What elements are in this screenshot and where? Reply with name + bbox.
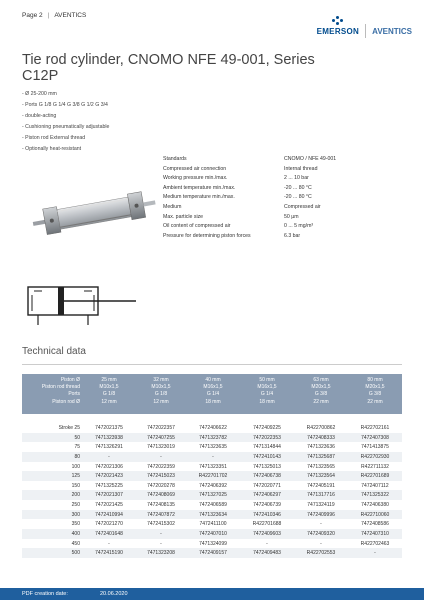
header-cell: 63 mm [313,377,329,383]
header-cell: G 1/4 [206,391,220,398]
spec-value: -20 ... 80 °C [284,194,312,201]
feature-list [22,89,109,154]
table-row [22,539,402,549]
header-cell: M20x1,5 [365,384,385,391]
header-column [242,377,292,406]
part-number-cell: 7472410994 [95,511,123,518]
stroke-cell: 100 [71,463,80,470]
stroke-cell: 250 [71,502,80,509]
header-cell: M20x1,5 [311,384,331,391]
spec-row [163,232,404,242]
part-number-cell: 7472406738 [253,473,281,480]
stroke-cell: 50 [74,434,80,441]
part-number-cell: 7472022357 [147,425,175,431]
brand-logo [317,14,412,38]
spec-row [163,213,404,223]
part-number-cell: 7472020278 [147,482,175,489]
table-row [22,471,402,481]
spec-value: -20 ... 80 °C [284,184,312,191]
technical-table-body [22,423,402,558]
part-number-cell: - [160,540,162,547]
spec-row [163,203,404,213]
spec-label: Compressed air connection [163,165,227,172]
part-number-cell: 7472022359 [147,463,175,470]
emerson-logo [317,16,360,36]
part-number-cell: 7471314844 [253,444,281,451]
part-number-cell: R422710060 [360,511,390,518]
stroke-cell: 80 [74,453,80,460]
spec-value: 50 µm [284,213,299,220]
part-number-cell: 7472409603 [253,531,281,538]
spec-value: 2 ... 10 bar [284,175,309,182]
part-number-cell: - [374,550,376,557]
part-number-cell: 7472407112 [361,482,389,489]
technical-table-header [22,374,402,414]
part-number-cell: 7471323938 [95,434,123,441]
part-number-cell: - [266,540,268,547]
part-number-cell: 7471323208 [147,550,175,557]
part-number-cell: 7471323635 [199,444,227,451]
part-number-cell: 7471325687 [307,453,335,460]
part-number-cell: 7472406622 [199,425,227,431]
header-cell: M16x1,5 [203,384,223,391]
page-number: Page 2 [22,12,43,19]
part-number-cell: R422702553 [306,550,336,557]
section-divider [22,364,402,365]
part-number-cell: 7472407255 [147,434,175,441]
part-number-cell: 7472021425 [95,502,123,509]
part-number-cell: 7471323636 [307,444,335,451]
part-number-cell: 7472407010 [199,531,227,538]
feature-item: - Ø 25-200 mm [22,91,57,97]
part-number-cell: 7471323351 [199,463,227,470]
part-number-cell: 7472411100 [199,521,227,528]
table-row [22,490,402,500]
feature-item: - Cushioning pneumatically adjustable [22,123,110,130]
spec-label: Max. particle size [163,213,204,220]
stroke-cell: 200 [71,492,80,499]
part-number-cell: - [160,453,162,460]
footer-date: 20.06.2020 [100,591,128,597]
table-row [22,529,402,539]
part-number-cell: 7471323019 [147,444,175,451]
table-row [22,481,402,491]
spec-label: Oil content of compressed air [163,223,231,230]
part-number-cell: 7472021423 [95,473,123,480]
part-number-cell: 7472409157 [199,550,227,557]
spec-row [163,184,404,194]
header-cell: M16x1,5 [257,384,277,391]
part-number-cell: 7471325322 [361,492,389,499]
stroke-cell: 400 [71,531,80,538]
page-header [22,12,86,19]
feature-item: - Ports G 1/8 G 1/4 G 3/8 G 1/2 G 3/4 [22,101,108,108]
header-cell: 18 mm [259,398,275,405]
emerson-wordmark: EMERSON [316,27,360,36]
spec-label: Ambient temperature min./max. [163,184,236,191]
header-cell: 25 mm [101,377,117,383]
part-number-cell: 7472408586 [361,521,389,528]
part-number-cell: 7471317716 [307,492,335,499]
part-number-cell: 7472407872 [147,511,175,518]
header-column [350,377,400,406]
header-cell: M10x1,5 [99,384,119,391]
logo-divider [365,24,366,38]
header-cell: G 1/4 [260,391,274,398]
part-number-cell: 7472409320 [307,531,335,538]
page-title: Tie rod cylinder, CNOMO NFE 49-001, Series C12P [22,52,315,84]
part-number-cell: 7472408069 [147,492,175,499]
header-cell: 12 mm [101,398,117,405]
part-number-cell: 7471413875 [361,444,389,451]
part-number-cell: - [212,453,214,460]
part-number-cell: 7472407308 [361,434,389,441]
part-number-cell: 7472021306 [95,463,123,470]
part-number-cell: 7471325013 [253,463,281,470]
part-number-cell: 7472020771 [253,482,281,489]
part-number-cell: 7471325225 [95,482,123,489]
part-number-cell: - [160,531,162,538]
spec-row [163,165,404,175]
header-cell: 22 mm [313,398,329,405]
spec-label: Standards [163,156,187,162]
footer-label: PDF creation date: [22,591,68,597]
header-column [136,377,186,406]
header-cell: M10x1,5 [151,384,171,391]
spec-label: Pressure for determining piston forces [163,232,251,239]
part-number-cell: 7471323782 [199,434,227,441]
spec-row [163,174,404,184]
table-row [22,548,402,558]
part-number-cell: R422702463 [360,540,390,547]
part-number-cell: - [108,453,110,460]
header-cell: 22 mm [367,398,383,405]
spec-label: Working pressure min./max. [163,175,228,182]
header-column [84,377,134,406]
stroke-cell: 300 [71,511,80,518]
part-number-cell: R422701702 [198,473,228,480]
header-brand: AVENTICS [54,12,87,19]
stroke-cell: Stroke 25 [58,425,80,431]
header-labels [22,377,80,406]
header-cell: G 3/8 [314,391,328,398]
part-number-cell: 7472406380 [361,502,389,509]
part-number-cell: R422702161 [360,425,390,431]
header-label: Piston rod thread [41,384,80,391]
header-cell: 40 mm [205,377,221,383]
part-number-cell: 7472406739 [253,502,281,509]
part-number-cell: 7472406589 [199,502,227,509]
part-number-cell: 7471323564 [307,473,335,480]
part-number-cell: 7472409483 [253,550,281,557]
header-cell: 50 mm [259,377,275,383]
stroke-cell: 150 [71,482,80,489]
spec-value: CNOMO / NFE 49-001 [284,156,337,162]
header-cell: 32 mm [153,377,169,383]
part-number-cell: 7472022353 [253,434,281,441]
part-number-cell: 7472408135 [147,502,175,509]
table-row [22,423,402,433]
part-number-cell: 7471324119 [307,502,335,509]
part-number-cell: 7472415190 [95,550,123,557]
part-number-cell: R422701689 [360,473,390,480]
table-row [22,519,402,529]
spec-value: 0 ... 5 mg/m³ [284,223,314,230]
table-row [22,510,402,520]
part-number-cell: 7471326291 [95,444,123,451]
header-cell: 80 mm [367,377,383,383]
header-label: Piston Ø [60,377,80,383]
part-number-cell: 7472021375 [95,425,123,431]
footer-bar [0,588,424,600]
header-cell: G 1/8 [154,391,168,398]
part-number-cell: 7472407310 [361,531,389,538]
part-number-cell: R422701688 [252,521,282,528]
part-number-cell: 7472415302 [147,521,175,528]
cylinder-symbol-diagram [24,279,144,329]
part-number-cell: 7471327025 [199,492,227,499]
spec-value: Compressed air [284,203,321,210]
part-number-cell: - [320,521,322,528]
part-number-cell: 7472405191 [307,482,335,489]
stroke-cell: 500 [71,550,80,557]
part-number-cell: 7472409996 [307,511,335,518]
spec-table [163,155,404,241]
part-number-cell: 7471323634 [199,511,227,518]
part-number-cell: 7471324099 [199,540,227,547]
part-number-cell: R422702930 [360,453,390,460]
header-column [188,377,238,406]
part-number-cell: 7472406297 [253,492,281,499]
technical-data-heading: Technical data [22,346,86,357]
stroke-cell: 75 [74,444,80,451]
part-number-cell: R422711132 [361,463,389,470]
part-number-cell: 7472408333 [307,434,335,441]
part-number-cell: 7472406392 [199,482,227,489]
header-label: Ports [68,391,80,398]
part-number-cell: 7472021307 [95,492,123,499]
part-number-cell: 7471323565 [307,463,335,470]
part-number-cell: 7472410346 [253,511,281,518]
header-cell: 18 mm [205,398,221,405]
header-cell: 12 mm [153,398,169,405]
spec-label: Medium [163,203,182,210]
header-column [296,377,346,406]
table-row [22,442,402,452]
feature-item: - Optionally heat-resistant [22,145,82,152]
part-number-cell: 7472415023 [147,473,175,480]
table-row [22,462,402,472]
aventics-wordmark: AVENTICS [372,26,412,36]
feature-item: - double-acting [22,112,57,119]
header-cell: G 1/8 [102,391,116,398]
spec-row [163,193,404,203]
spec-label: Medium temperature min./max. [163,194,235,201]
spec-value: 6.3 bar [284,232,301,239]
spec-row [163,222,404,232]
header-cell: G 3/8 [368,391,382,398]
part-number-cell: 7472410143 [253,453,281,460]
part-number-cell: 7472021270 [95,521,123,528]
part-number-cell: 7472409225 [253,425,281,431]
spec-row [163,155,404,165]
header-label: Piston rod Ø [52,398,80,405]
part-number-cell: 7472401648 [95,531,123,538]
spec-value: Internal thread [284,165,318,172]
part-number-cell: - [108,540,110,547]
feature-item: - Piston rod External thread [22,134,86,141]
emerson-logo-icon [331,16,345,26]
stroke-cell: 450 [71,540,80,547]
stroke-cell: 350 [71,521,80,528]
table-row [22,452,402,462]
header-separator: | [47,12,50,19]
table-row [22,500,402,510]
stroke-cell: 125 [71,473,80,480]
table-row [22,433,402,443]
part-number-cell: R422700862 [306,425,336,431]
product-image [30,182,160,242]
part-number-cell: - [320,540,322,547]
